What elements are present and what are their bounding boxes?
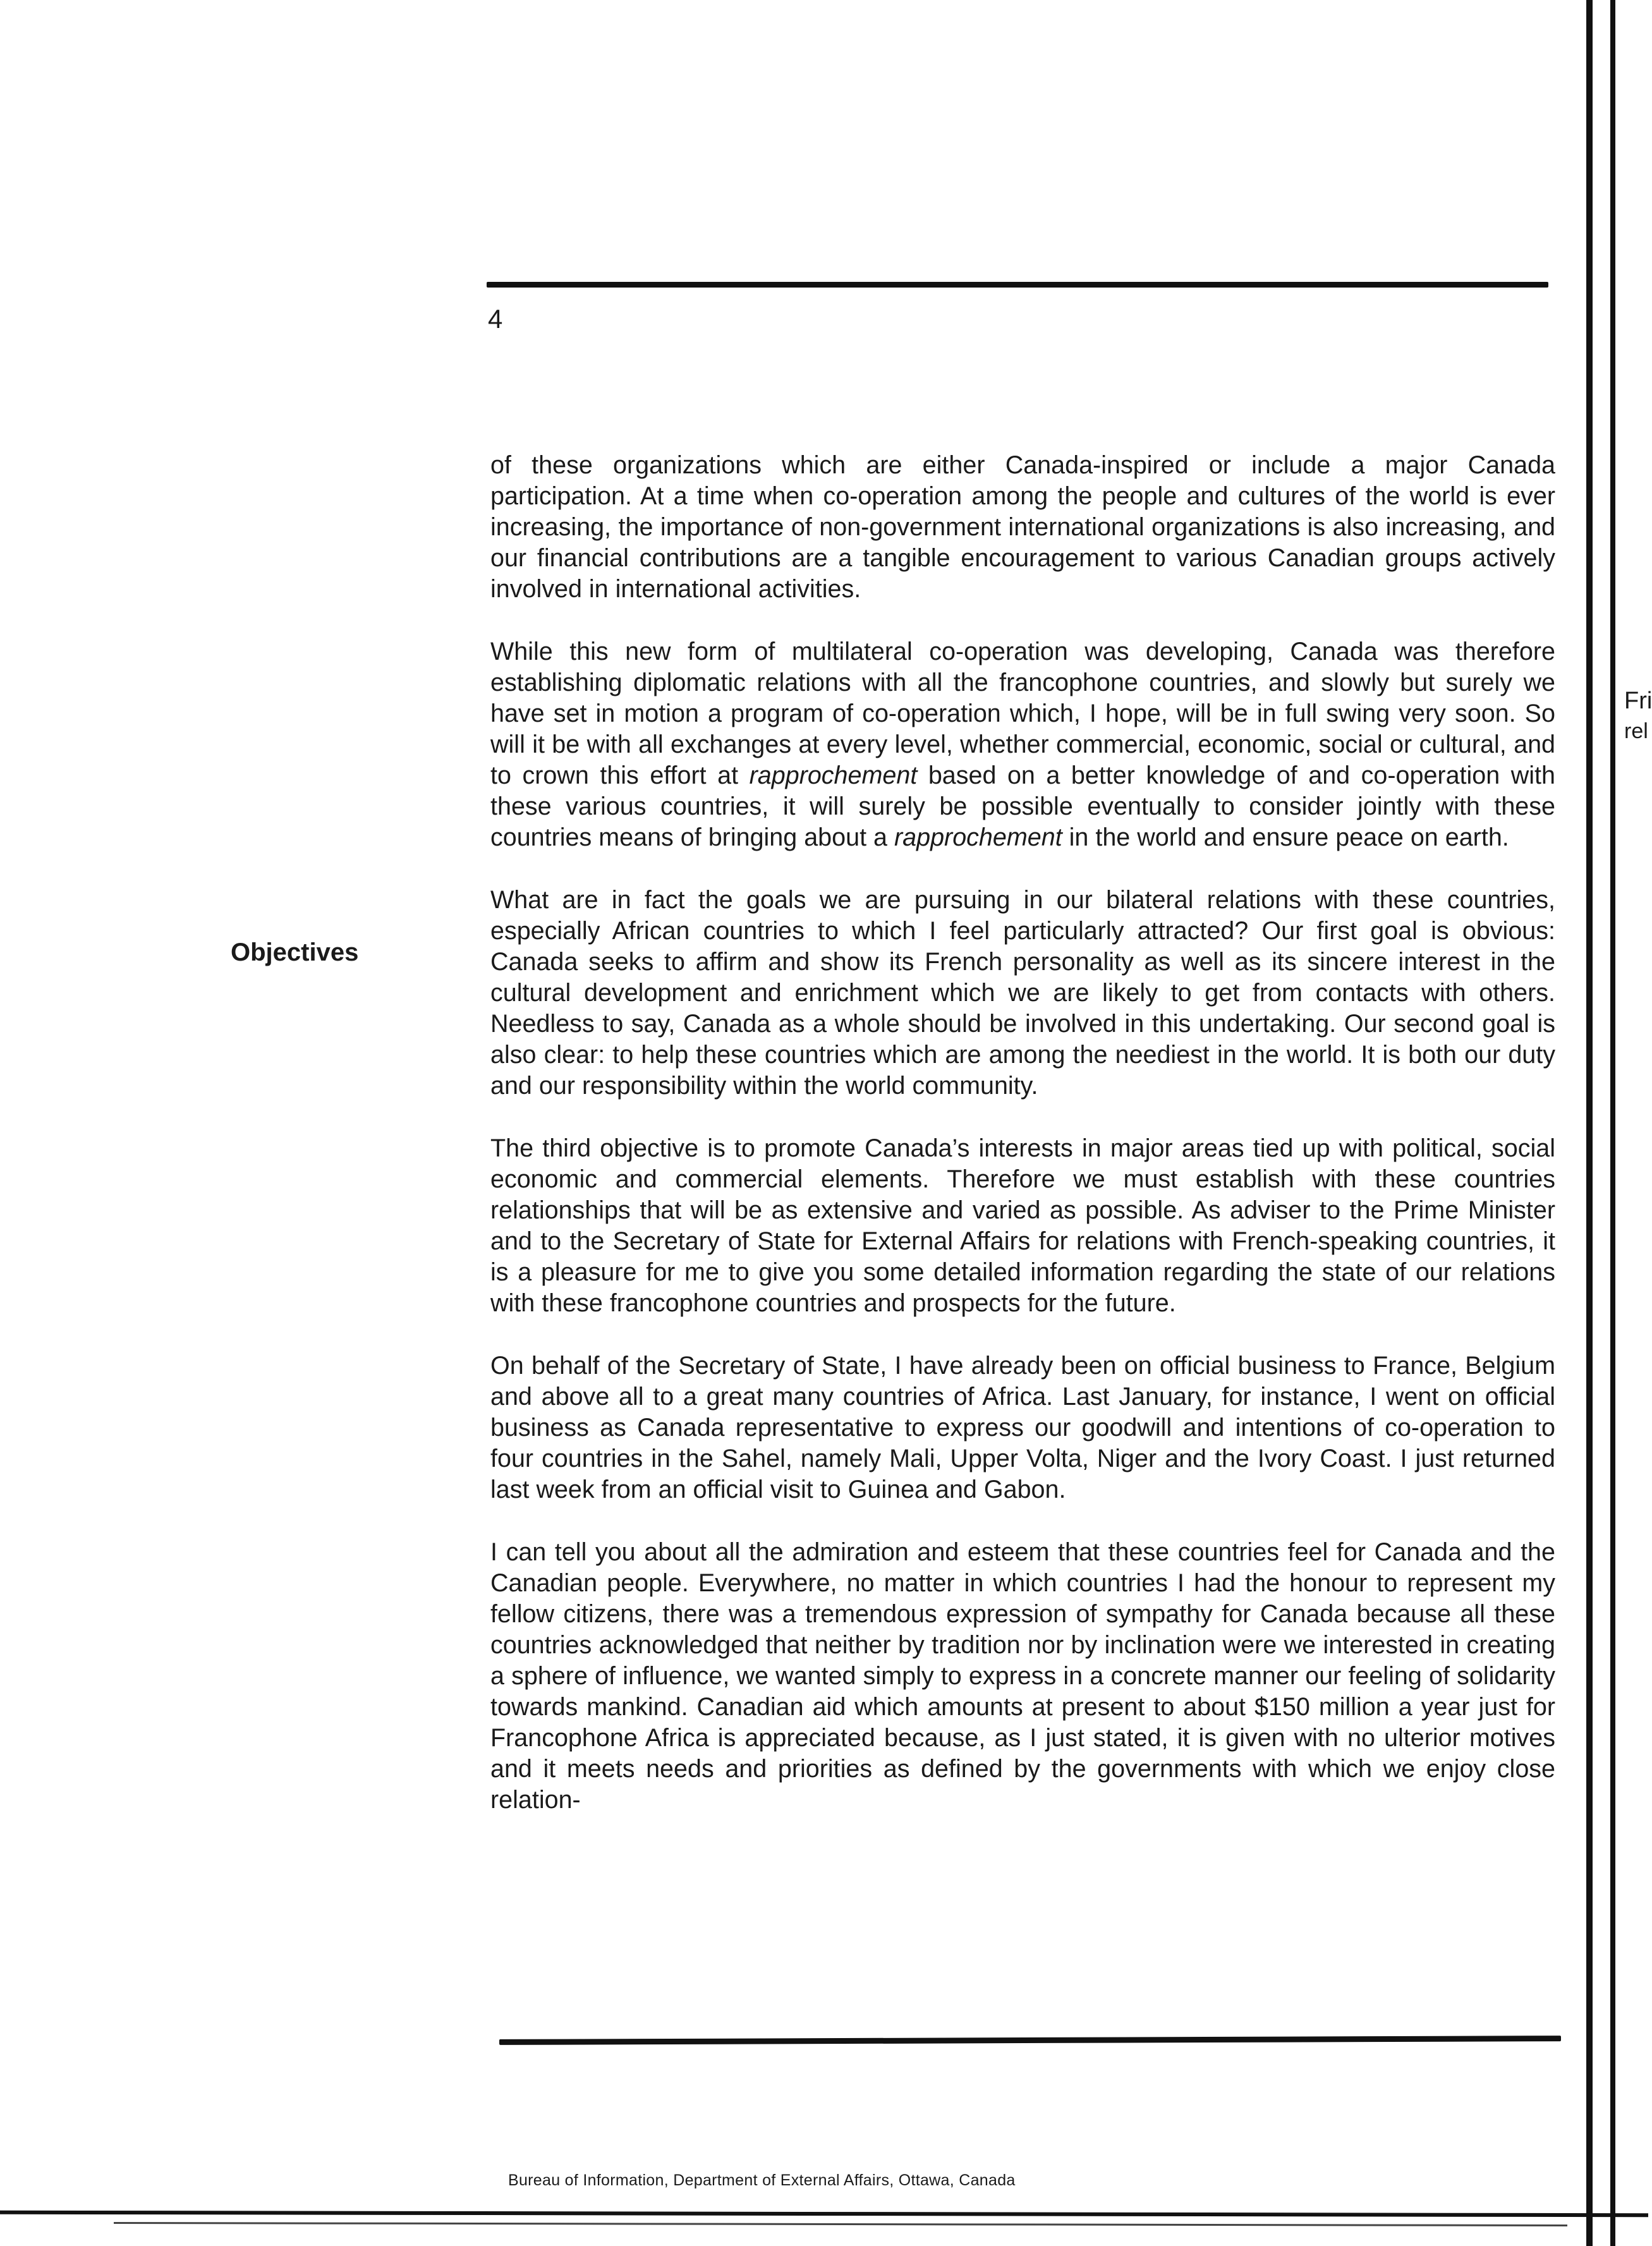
side-heading-objectives: Objectives — [231, 938, 359, 966]
paragraph-3: What are in fact the goals we are pursuing in our bilateral relations with these countries, especially African countries to which I feel particularly attracted? Our first goal is obvious: Canada seeks to affirm and show its French personality as well as its sincere interest in the cultural development and enrichment which we are likely to get from contacts with others. Needless to say, Canada as a whole should be involved in this undertaking. Our second goal is also clear: to help these countries which are among the neediest in the world. It is both our duty and our responsibility within the world community. — [490, 886, 1555, 1100]
paragraph-2-part-b: based on a better knowledge of and co-operation with these various countries, it will surely be possible eventually to consider jointly with these countries means of bringing about a — [490, 762, 1556, 851]
top-rule — [487, 282, 1548, 288]
paragraph-1: of these organizations which are either Canada-inspired or include a major Canada participation. At a time when co-operation among the people and cultures of the world is ever increasing, the importance of non-government international organizations is also increasing, and our financial contributions are a tangible encouragement to various Canadian groups actively involved in international activities. — [490, 451, 1555, 603]
paragraph-6: I can tell you about all the admiration and esteem that these countries feel for Canada and the Canadian people. Everywhere, no matter in which countries I had the honour to represent my fellow citizens, there was a tremendous expression of sympathy for Canada because all these countries acknowledged that neither by tradition nor by inclination were we interested in creating a sphere of influence, we wanted simply to express in a concrete manner our feeling of solidarity towards mankind. Canadian aid which amounts at present to about $150 million a year just for Francophone Africa is appreciated because, as I just stated, it is given with no ulterior motives and it meets needs and priorities as defined by the governments with which we enjoy close relation- — [490, 1538, 1555, 1814]
paragraph-2-emphasis-2: rapprochement — [894, 823, 1062, 851]
body-text — [490, 450, 1555, 1847]
page-number: 4 — [488, 304, 503, 334]
margin-fragment-1: Fri — [1624, 688, 1652, 714]
page-footer: Bureau of Information, Department of External Affairs, Ottawa, Canada — [508, 2171, 1016, 2189]
margin-fragment-2: rel — [1624, 719, 1648, 743]
paragraph-2-part-c: in the world and ensure peace on earth. — [1062, 823, 1509, 851]
paragraph-5: On behalf of the Secretary of State, I have already been on official business to France, Belgium and above all to a great many countries of Africa. Last January, for instance, I went on official business as Canada representative to express our goodwill and intentions of co-operation to four countries in the Sahel, namely Mali, Upper Volta, Niger and the Ivory Coast. I just returned last week from an official visit to Guinea and Gabon. — [490, 1352, 1555, 1503]
paragraph-2 — [490, 636, 1555, 853]
paragraph-2-part-a: While this new form of multilateral co-operation was developing, Canada was therefore establishing diplomatic relations with all the francophone countries, and slowly but surely we have set in motion a program of co-operation which, I hope, will be in full swing very soon. So will it be with all exchanges at every level, whether commercial, economic, social or cultural, and to crown this effort at — [490, 638, 1555, 789]
binding-edge-line — [1610, 0, 1615, 2246]
paragraph-4: The third objective is to promote Canada’s interests in major areas tied up with political, social economic and commercial elements. Therefore we must establish with these countries relationships that will be as extensive and varied as possible. As adviser to the Prime Minister and to the Secretary of State for External Affairs for relations with French-speaking countries, it is a pleasure for me to give you some detailed information regarding the state of our relations with these francophone countries and prospects for the future. — [490, 1134, 1555, 1317]
page-bottom-edge — [0, 2211, 1648, 2218]
bottom-rule — [499, 2036, 1561, 2045]
page-bottom-edge — [114, 2222, 1567, 2226]
paragraph-2-emphasis-1: rapprochement — [749, 762, 918, 789]
binding-edge-line — [1586, 0, 1593, 2246]
